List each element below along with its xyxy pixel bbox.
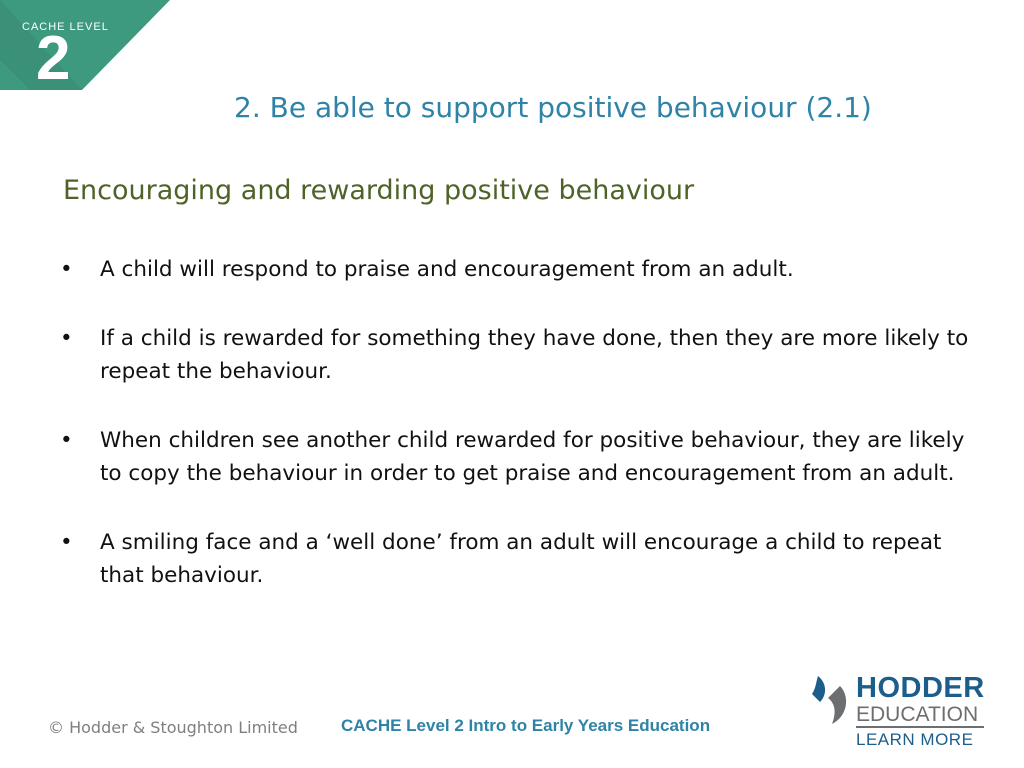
- logo-subtitle: EDUCATION: [856, 703, 979, 726]
- badge-shape: [0, 0, 175, 100]
- footer-course-title: CACHE Level 2 Intro to Early Years Education: [341, 716, 711, 735]
- bullet-text: A smiling face and a ‘well done’ from an adult will encourage a child to repeat that behaviour.: [100, 530, 942, 588]
- bullet-text: A child will respond to praise and encouragement from an adult.: [100, 257, 794, 282]
- bullet-item: [60, 253, 980, 286]
- section-heading: Encouraging and rewarding positive behaviour: [63, 175, 695, 206]
- bullet-text: If a child is rewarded for something they have done, then they are more likely to repeat the behaviour.: [100, 326, 969, 384]
- bullet-item: [60, 322, 980, 388]
- bullet-text: When children see another child rewarded for positive behaviour, they are likely to copy the behaviour in order to get praise and encouragement from an adult.: [100, 428, 965, 486]
- bullet-marker: •: [60, 257, 73, 282]
- bullet-marker: •: [60, 326, 73, 351]
- slide-title: 2. Be able to support positive behaviour (2.1): [234, 91, 872, 124]
- bullet-marker: •: [60, 530, 73, 555]
- logo-name: HODDER: [856, 672, 985, 704]
- bullet-item: [60, 424, 980, 490]
- badge-level-number: 2: [36, 24, 71, 93]
- bullet-item: [60, 526, 980, 592]
- hodder-education-logo: [806, 672, 991, 756]
- bullet-marker: •: [60, 428, 73, 453]
- cache-level-badge: [0, 0, 175, 100]
- copyright-notice: © Hodder & Stoughton Limited: [48, 718, 298, 737]
- badge-label: CACHE LEVEL: [22, 21, 109, 33]
- logo-mark-icon: [806, 672, 852, 728]
- logo-divider: [856, 726, 984, 728]
- bullet-list: [60, 253, 980, 628]
- logo-tagline: LEARN MORE: [856, 730, 974, 749]
